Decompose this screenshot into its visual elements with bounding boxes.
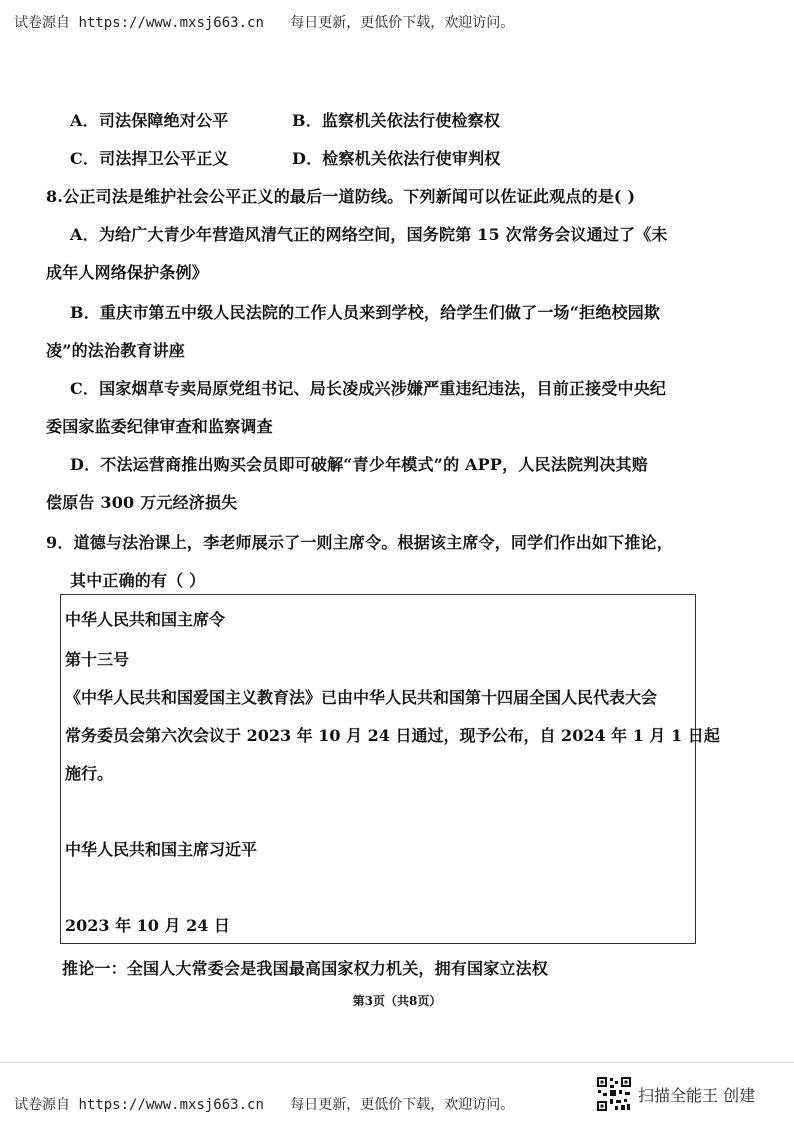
footer-url[interactable]: https://www.mxsj663.cn bbox=[78, 1097, 264, 1113]
q8-option-a-line2: 成年人网络保护条例》 bbox=[46, 263, 209, 282]
scanner-watermark bbox=[596, 1076, 755, 1112]
q8-option-d-line1: D．不法运营商推出购买会员即可破解“青少年模式”的 APP，人民法院判决其赔 bbox=[70, 455, 648, 474]
q7-option-c: C．司法捍卫公平正义 bbox=[70, 149, 229, 168]
header-url[interactable]: https://www.mxsj663.cn bbox=[78, 15, 264, 31]
order-number: 第十三号 bbox=[65, 650, 130, 669]
footer-divider bbox=[0, 1062, 794, 1063]
order-title: 中华人民共和国主席令 bbox=[65, 610, 226, 629]
order-body-line1: 《中华人民共和国爱国主义教育法》已由中华人民共和国第十四届全国人民代表大会 bbox=[65, 688, 658, 707]
footer-slogan: 每日更新，更低价下载，欢迎访问。 bbox=[290, 1097, 515, 1113]
q8-stem: 8.公正司法是维护社会公平正义的最后一道防线。下列新闻可以佐证此观点的是( ) bbox=[46, 187, 636, 206]
q7-option-b: B．监察机关依法行使检察权 bbox=[292, 111, 501, 130]
q8-option-b-line2: 凌”的法治教育讲座 bbox=[46, 341, 186, 360]
q9-inference-1: 推论一：全国人大常委会是我国最高国家权力机关，拥有国家立法权 bbox=[62, 959, 549, 978]
page-footer bbox=[14, 1094, 514, 1114]
q8-option-b-line1: B．重庆市第五中级人民法院的工作人员来到学校，给学生们做了一场“拒绝校园欺 bbox=[70, 303, 661, 322]
header-source: 试卷源自 bbox=[14, 15, 70, 31]
q8-option-a-line1: A．为给广大青少年营造风清气正的网络空间，国务院第 15 次常务会议通过了《未 bbox=[70, 225, 668, 244]
q7-option-d: D．检察机关依法行使审判权 bbox=[292, 149, 501, 168]
page-header bbox=[14, 12, 514, 32]
q9-stem-line2: 其中正确的有（ ） bbox=[70, 571, 206, 590]
qr-code-icon bbox=[596, 1076, 632, 1112]
q8-option-d-line2: 偿原告 300 万元经济损失 bbox=[46, 493, 238, 512]
presidential-order-box bbox=[60, 594, 720, 944]
page-number: 第3页（共8页） bbox=[352, 994, 442, 1008]
order-body-line3: 施行。 bbox=[65, 764, 114, 783]
order-signature: 中华人民共和国主席习近平 bbox=[65, 840, 258, 859]
header-slogan: 每日更新，更低价下载，欢迎访问。 bbox=[290, 15, 515, 31]
footer-source: 试卷源自 bbox=[14, 1097, 70, 1113]
q9-stem-line1: 9．道德与法治课上，李老师展示了一则主席令。根据该主席令，同学们作出如下推论， bbox=[46, 533, 673, 552]
q8-option-c-line1: C．国家烟草专卖局原党组书记、局长凌成兴涉嫌严重违纪违法，目前正接受中央纪 bbox=[70, 379, 667, 398]
scanner-label: 扫描全能王 创建 bbox=[638, 1085, 756, 1105]
q8-option-c-line2: 委国家监委纪律审查和监察调查 bbox=[46, 417, 273, 436]
order-body-line2: 常务委员会第六次会议于 2023 年 10 月 24 日通过，现予公布，自 2024 年 1 月 1 日起 bbox=[65, 726, 720, 745]
order-date: 2023 年 10 月 24 日 bbox=[65, 916, 230, 935]
q7-option-a: A．司法保障绝对公平 bbox=[70, 111, 229, 130]
